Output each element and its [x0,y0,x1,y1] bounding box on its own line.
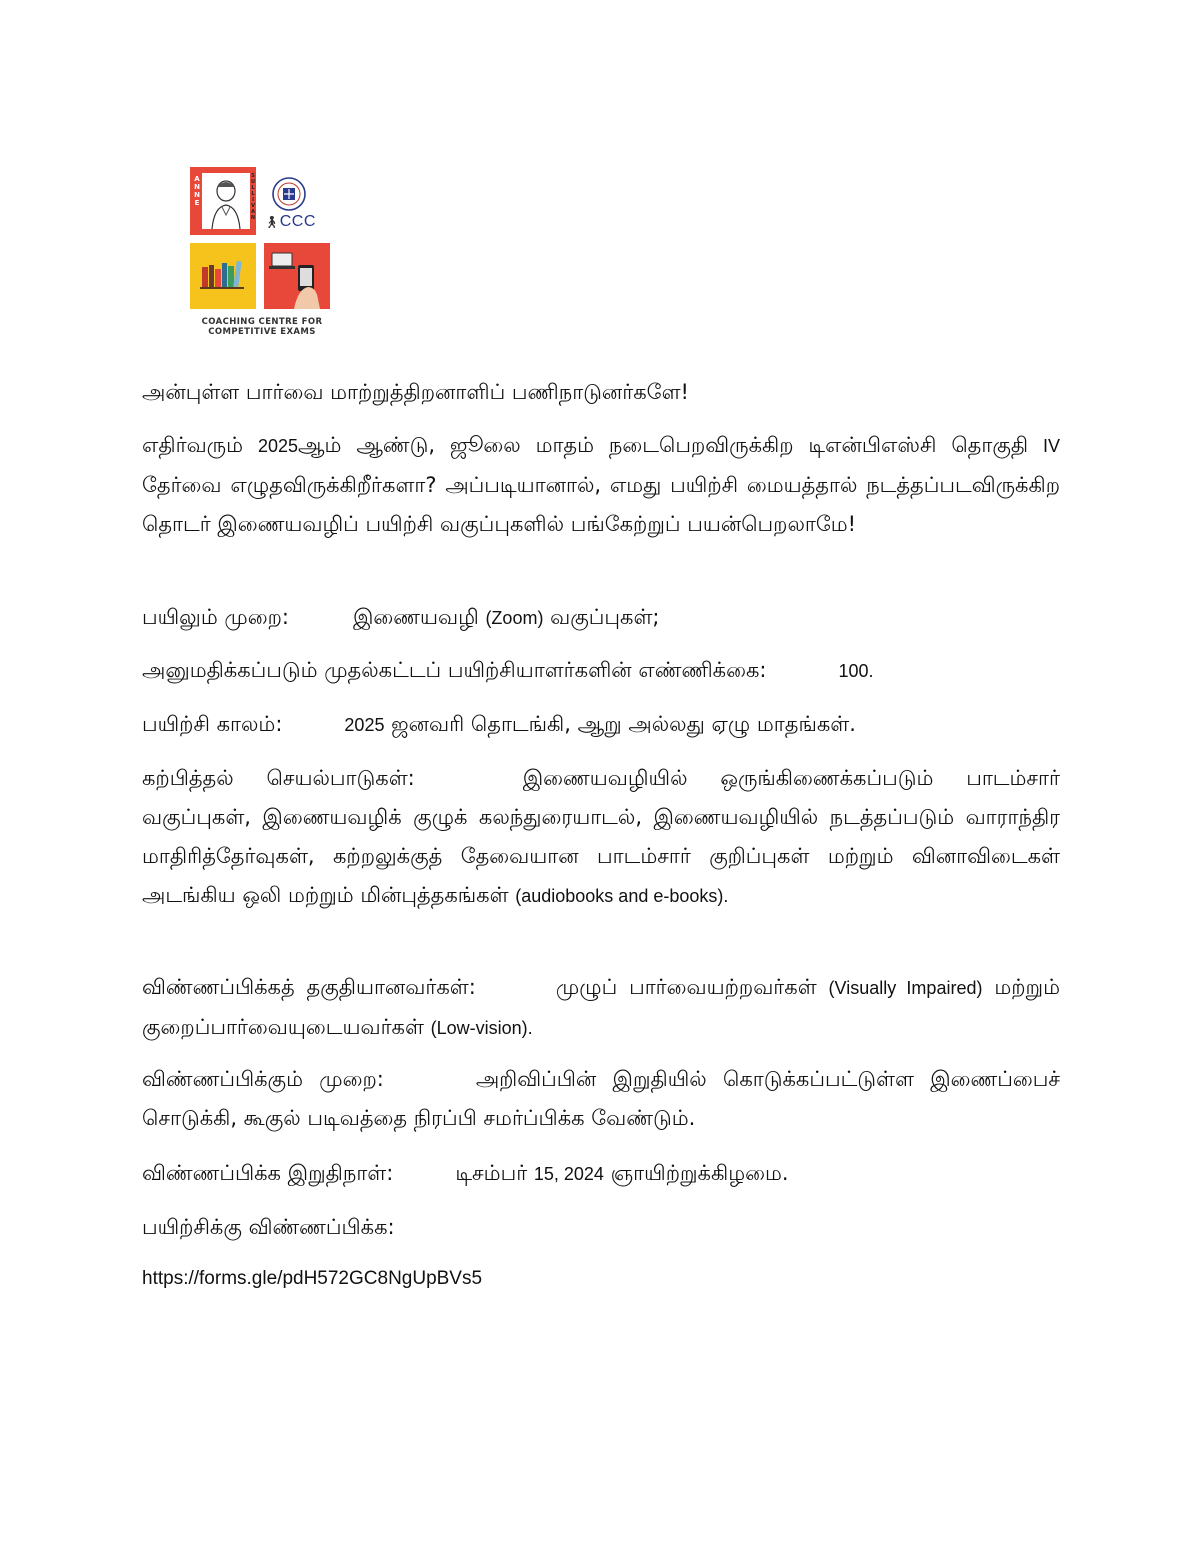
eligibility-text-1: முழுப் பார்வையற்றவர்கள் [555,975,817,999]
activities-english: (audiobooks and e-books). [515,886,729,906]
logo-brand: 🚶︎CCC [264,213,316,230]
mode-line [142,598,1060,638]
eligibility-label: விண்ணப்பிக்கத் தகுதியானவர்கள்: [142,975,476,999]
seats-value: 100. [838,661,874,681]
deadline-month: டிசம்பர் [455,1161,528,1185]
apply-method-label: விண்ணப்பிக்கும் முறை: [142,1067,384,1091]
eligibility-english-2: (Low-vision). [430,1018,533,1038]
books-tile [190,243,256,309]
intro-paragraph [142,426,1060,544]
intro-text-2: ஆம் ஆண்டு, ஜூலை மாதம் நடைபெறவிருக்கிற டிஎன்பிஎஸ்சி தொகுதி [297,433,1029,457]
apply-method-text: அறிவிப்பின் இறுதியில் கொடுக்கப்பட்டுள்ள இணைப்பைச் சொடுக்கி, கூகுல் படிவத்தை நிரப்பி சமர்ப்பிக்க வேண்டும். [142,1067,1060,1130]
greeting: அன்புள்ள பார்வை மாற்றுத்திறனாளிப் பணிநாடுனர்களே! [142,380,689,404]
activities-paragraph [142,759,1060,916]
mode-zoom: (Zoom) [485,608,544,628]
deadline-date: 15, 2024 [533,1164,604,1184]
logo-caption: COACHING CENTRE FOR COMPETITIVE EXAMS [201,317,323,337]
period-line [142,705,1060,745]
period-year: 2025 [344,715,385,735]
deadline-line [142,1154,1060,1194]
logo-left-letters: A N N E [194,175,200,207]
apply-link-label: பயிற்சிக்கு விண்ணப்பிக்க: [142,1215,395,1239]
deadline-day: ஞாயிற்றுக்கிழமை. [610,1161,789,1185]
intro-text-3: தேர்வை எழுதவிருக்கிறீர்களா? அப்படியானால், எமது பயிற்சி மையத்தால் நடத்தப்படவிருக்கிற தொடர் இணையவழிப் பயிற்சி வகுப்புகளில் பங்கேற்றுப் பயன்பெறலாமே! [142,473,1060,536]
seats-label: அனுமதிக்கப்படும் முதல்கட்டப் பயிற்சியாளர்களின் எண்ணிக்கை: [142,658,767,682]
logo-portrait-tile [190,167,256,235]
seats-line [142,651,1060,691]
walking-person-icon: 🚶︎ [264,215,280,229]
portrait-image [202,173,250,229]
eligibility-english-1: (Visually Impaired) [828,978,983,998]
eligibility-paragraph [142,968,1060,1048]
deadline-label: விண்ணப்பிக்க இறுதிநாள்: [142,1161,394,1185]
logo-right-letters: S U L L I V A N [250,173,256,221]
devices-icon [264,243,330,309]
intro-year: 2025 [257,436,298,456]
intro-group: IV [1042,436,1060,456]
apply-method-paragraph [142,1060,1060,1138]
institution-seal-icon [272,177,306,211]
logo [188,165,334,345]
books-icon [190,243,256,309]
apply-form-link[interactable]: https://forms.gle/pdH572GC8NgUpBVs5 [142,1268,483,1289]
activities-label: கற்பித்தல் செயல்பாடுகள்: [142,766,415,790]
eligibility-text-2: மற்றும் குறைப்பார்வையுடையவர்கள் [142,975,1060,1039]
period-label: பயிற்சி காலம்: [142,712,283,736]
devices-tile [264,243,330,309]
activities-text: இணையவழியில் ஒருங்கிணைக்கப்படும் பாடம்சார் வகுப்புகள், இணையவழிக் குழுக் கலந்துரையாடல், இணையவழியில் நடத்தப்படும் வாராந்திர மாதிரித்தேர்வுகள், கற்றலுக்குத் தேவையான பாடம்சார் குறிப்புகள் மற்றும் வினாவிடைகள் அடங்கிய ஒலி மற்றும் மின்புத்தகங்கள் [142,766,1060,907]
mode-label: பயிலும் முறை: [142,605,289,629]
intro-text-1: எதிர்வரும் [142,433,244,457]
mode-text-1: இணையவழி [352,605,479,629]
mode-text-2: வகுப்புகள்; [550,605,660,629]
period-text: ஜனவரி தொடங்கி, ஆறு அல்லது ஏழு மாதங்கள். [391,712,856,736]
